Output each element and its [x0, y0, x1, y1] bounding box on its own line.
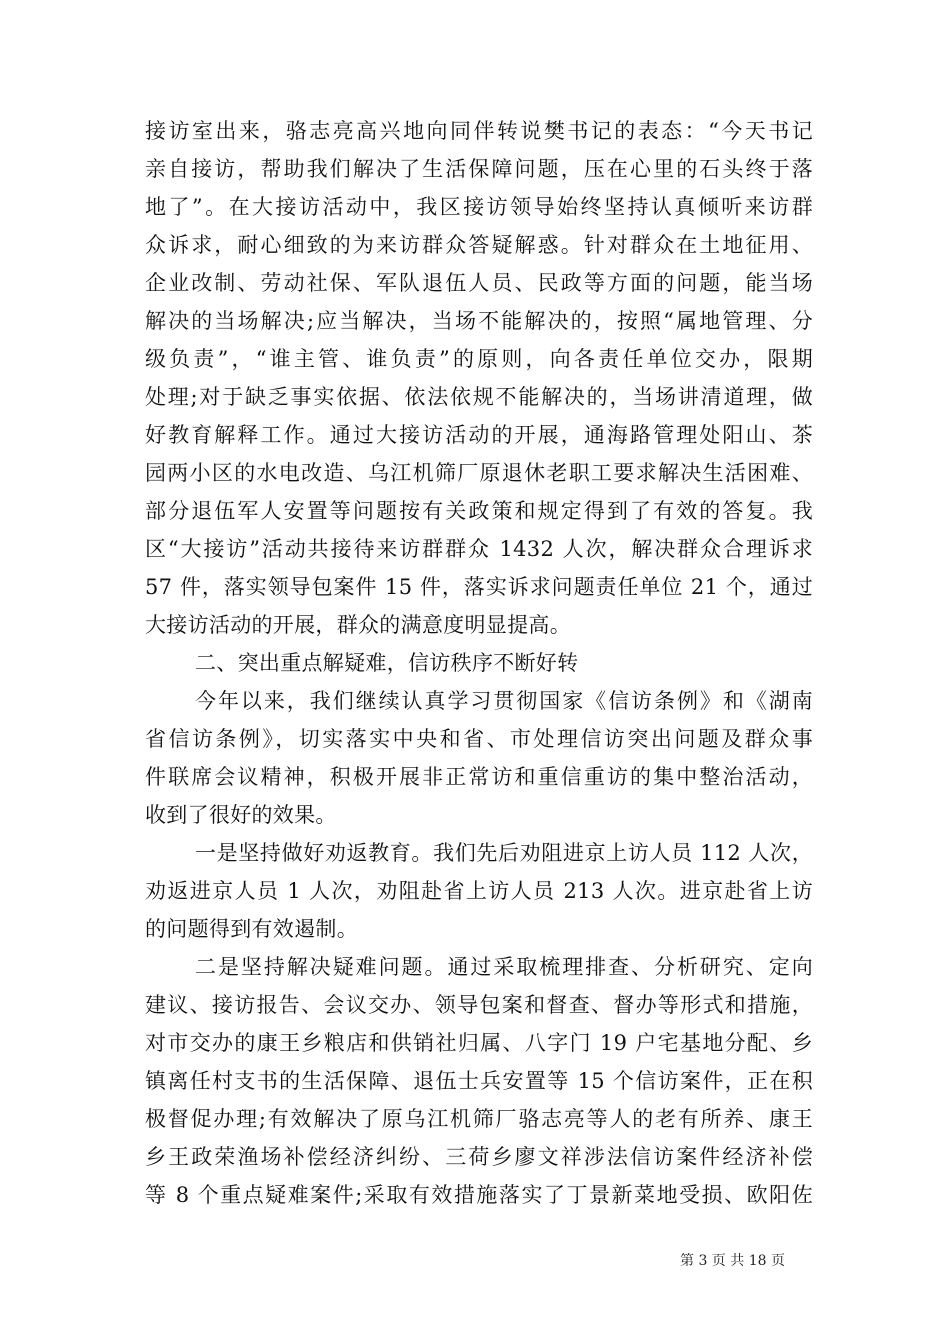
text-line: 园两小区的水电改造、乌江机筛厂原退休老职工要求解决生活困难、 — [145, 461, 813, 485]
text-line: 乡王政荣渔场补偿经济纠纷、三荷乡廖文祥涉法信访案件经济补偿 — [145, 1145, 813, 1169]
text-line: 解决的当场解决;应当解决，当场不能解决的，按照“属地管理、分 — [145, 309, 813, 333]
text-line: 二是坚持解决疑难问题。通过采取梳理排查、分析研究、定向 — [195, 955, 813, 979]
text-line: 级负责”，“谁主管、谁负责”的原则，向各责任单位交办，限期 — [145, 347, 813, 371]
text-line: 一是坚持做好劝返教育。我们先后劝阻进京上访人员 112 人次， — [195, 841, 813, 865]
text-line: 企业改制、劳动社保、军队退伍人员、民政等方面的问题，能当场 — [145, 271, 813, 295]
text-line: 亲自接访，帮助我们解决了生活保障问题，压在心里的石头终于落 — [145, 157, 813, 181]
text-line: 好教育解释工作。通过大接访活动的开展，通海路管理处阳山、茶 — [145, 423, 813, 447]
text-line: 等 8 个重点疑难案件;采取有效措施落实了丁景新菜地受损、欧阳佐 — [145, 1183, 813, 1207]
text-line: 区“大接访”活动共接待来访群群众 1432 人次，解决群众合理诉求 — [145, 537, 813, 561]
text-line: 对市交办的康王乡粮店和供销社归属、八字门 19 户宅基地分配、乡 — [145, 1031, 813, 1055]
page-number: 第 3 页 共 18 页 — [680, 1253, 785, 1269]
text-line: 二、突出重点解疑难，信访秩序不断好转 — [195, 651, 579, 675]
text-line: 众诉求，耐心细致的为来访群众答疑解惑。针对群众在土地征用、 — [145, 233, 813, 257]
text-line: 接访室出来，骆志亮高兴地向同伴转说樊书记的表态：“今天书记 — [145, 119, 813, 143]
text-line: 省信访条例》，切实落实中央和省、市处理信访突出问题及群众事 — [145, 727, 813, 751]
text-line: 劝返进京人员 1 人次，劝阻赴省上访人员 213 人次。进京赴省上访 — [145, 879, 813, 903]
text-line: 件联席会议精神，积极开展非正常访和重信重访的集中整治活动， — [145, 765, 813, 789]
text-line: 处理;对于缺乏事实依据、依法依规不能解决的，当场讲清道理，做 — [145, 385, 813, 409]
text-line: 地了”。在大接访活动中，我区接访领导始终坚持认真倾听来访群 — [145, 195, 813, 219]
text-line: 57 件，落实领导包案件 15 件，落实诉求问题责任单位 21 个，通过 — [145, 575, 813, 599]
text-line: 大接访活动的开展，群众的满意度明显提高。 — [145, 613, 571, 637]
text-line: 今年以来，我们继续认真学习贯彻国家《信访条例》和《湖南 — [195, 689, 813, 713]
text-line: 部分退伍军人安置等问题按有关政策和规定得到了有效的答复。我 — [145, 499, 813, 523]
text-line: 极督促办理;有效解决了原乌江机筛厂骆志亮等人的老有所养、康王 — [145, 1107, 813, 1131]
text-line: 镇离任村支书的生活保障、退伍士兵安置等 15 个信访案件，正在积 — [145, 1069, 813, 1093]
text-line: 建议、接访报告、会议交办、领导包案和督查、督办等形式和措施， — [145, 993, 813, 1017]
text-line: 收到了很好的效果。 — [145, 803, 337, 827]
document-body — [145, 112, 813, 1214]
text-line: 的问题得到有效遏制。 — [145, 917, 358, 941]
